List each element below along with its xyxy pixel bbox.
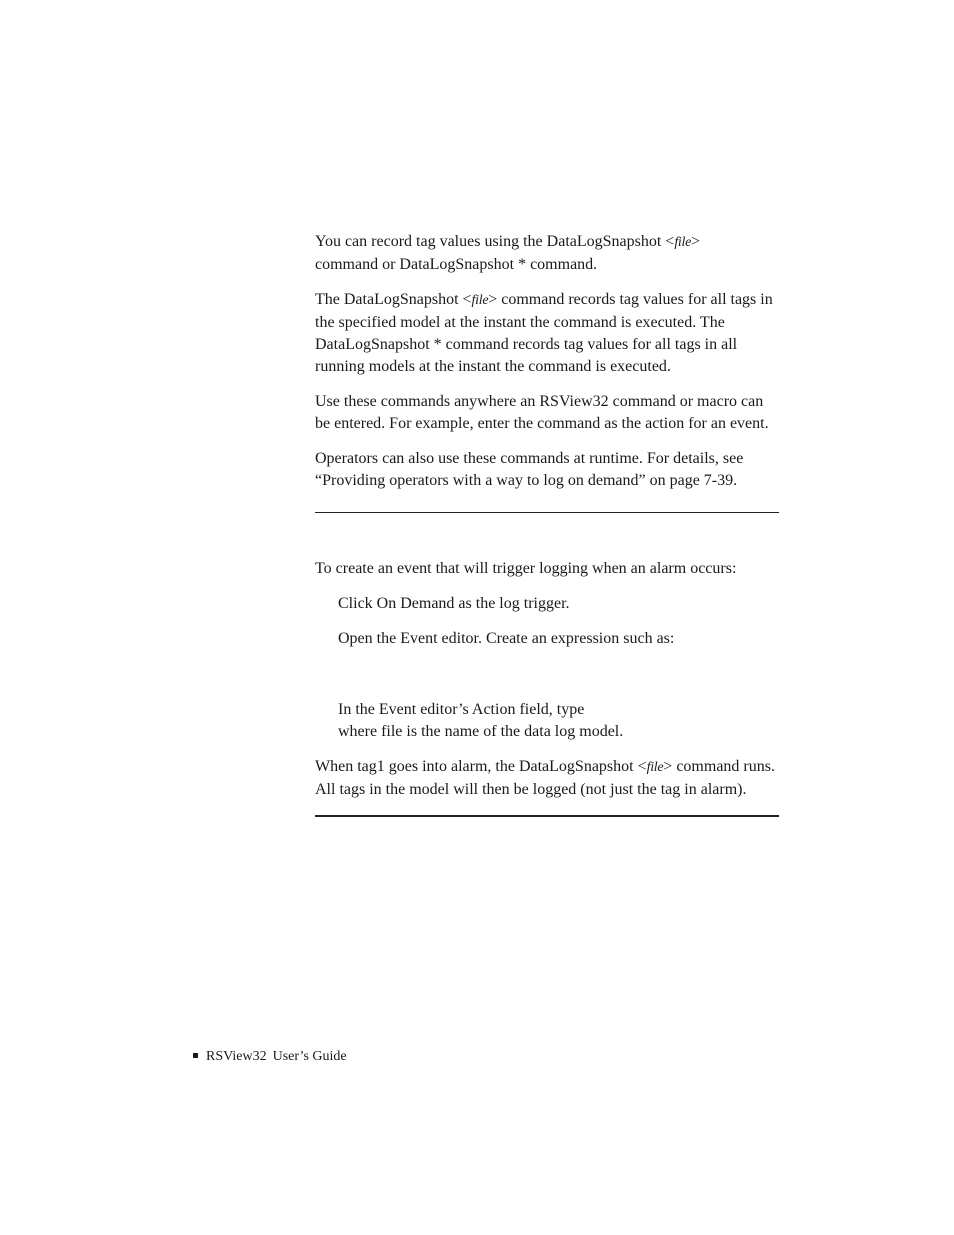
p1-text-before: You can record tag values using the DataLogSnapshot < bbox=[315, 233, 675, 250]
end-divider bbox=[315, 815, 779, 817]
page-footer bbox=[193, 1047, 347, 1067]
result-text-before: When tag1 goes into alarm, the DataLogSnapshot < bbox=[315, 758, 647, 775]
square-bullet-icon bbox=[193, 1053, 198, 1058]
p1-text-line2: command or DataLogSnapshot * command. bbox=[315, 256, 598, 273]
p2-file-placeholder: file bbox=[471, 293, 489, 308]
paragraph-record-tags bbox=[315, 231, 779, 276]
step-3-line-2: where file is the name of the data log model. bbox=[338, 723, 624, 740]
p1-file-placeholder: file bbox=[674, 235, 692, 250]
paragraph-operators: Operators can also use these commands at runtime. For details, see “Providing operators with a way to log on demand” on page 7-39. bbox=[315, 450, 744, 489]
result-file-placeholder: file bbox=[646, 760, 664, 775]
p1-text-after: > bbox=[691, 233, 701, 250]
paragraph-result bbox=[315, 756, 779, 801]
result-text-after: > command runs. All tags in the model will then be logged (not just the tag in alarm). bbox=[315, 758, 775, 798]
procedure-step-2: Open the Event editor. Create an expression such as: bbox=[338, 630, 675, 647]
paragraph-command-description bbox=[315, 289, 779, 378]
p2-text-before: The DataLogSnapshot < bbox=[315, 291, 472, 308]
procedure-intro: To create an event that will trigger logging when an alarm occurs: bbox=[315, 560, 737, 577]
footer-product: RSView32 bbox=[206, 1049, 267, 1064]
step-3-line-1: In the Event editor’s Action field, type bbox=[338, 701, 585, 718]
footer-guide: User’s Guide bbox=[272, 1049, 347, 1064]
p2-text-after: > command records tag values for all tags in the specified model at the instant the command is executed. The DataLogSnapshot * command records tag values for all tags in all running models at the instant the command is executed. bbox=[315, 291, 773, 375]
procedure-step-3 bbox=[315, 699, 779, 743]
content-column bbox=[315, 231, 779, 817]
section-divider bbox=[315, 512, 779, 513]
procedure-step-1: Click On Demand as the log trigger. bbox=[338, 595, 570, 612]
paragraph-use-commands: Use these commands anywhere an RSView32 command or macro can be entered. For example, enter the command as the action for an event. bbox=[315, 393, 769, 432]
